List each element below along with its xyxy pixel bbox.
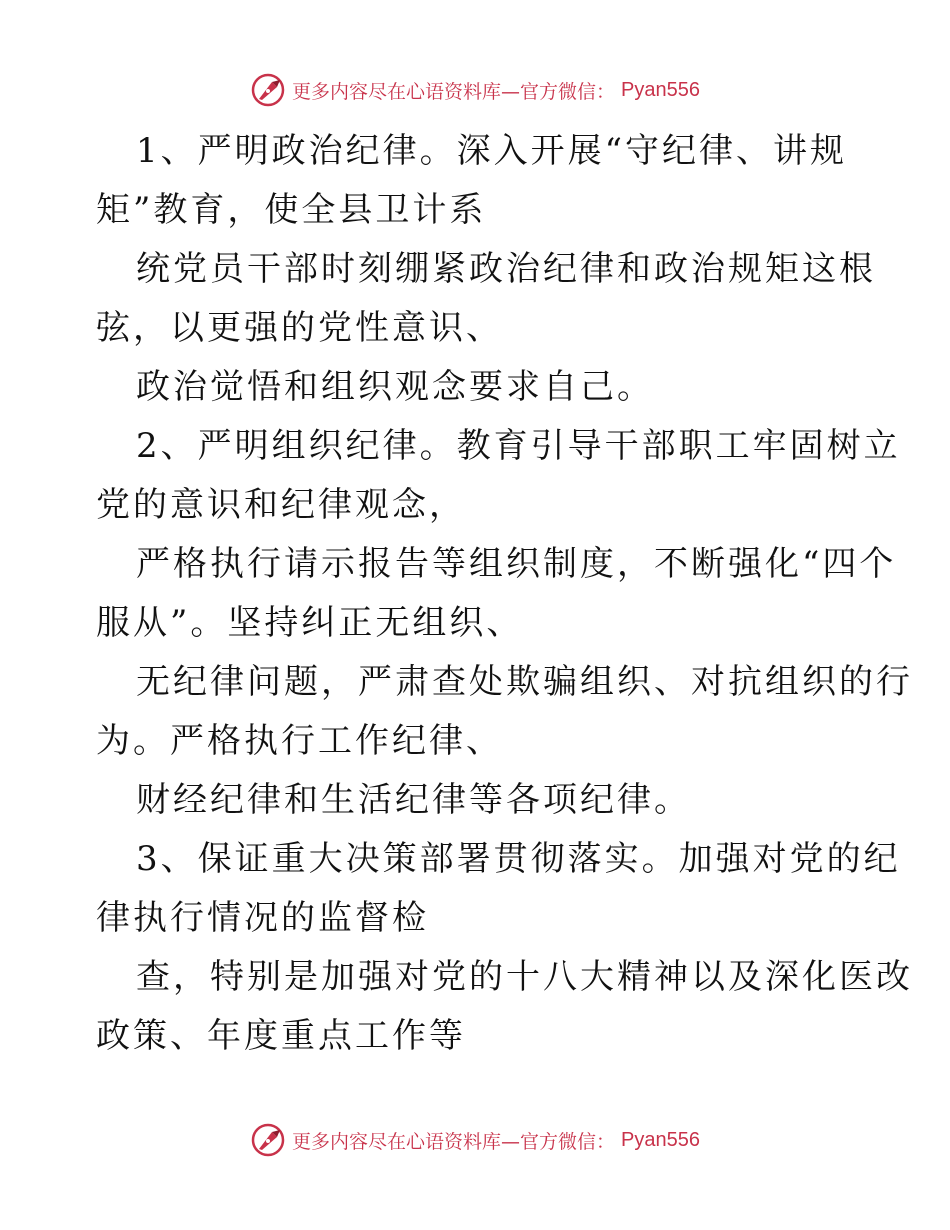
banner-text: 更多内容尽在心语资料库—官方微信：	[292, 80, 616, 103]
pen-nib-logo-icon	[250, 72, 286, 108]
text-line: 矩”教育，使全县卫计系	[96, 190, 487, 230]
wechat-id: Pyan556	[621, 78, 700, 101]
text-line: 律执行情况的监督检	[96, 898, 429, 938]
text-line: 3、保证重大决策部署贯彻落实。加强对党的纪	[136, 839, 901, 879]
pen-nib-logo-icon	[250, 1122, 286, 1158]
text-line: 为。严格执行工作纪律、	[96, 721, 503, 761]
document-body	[96, 122, 913, 1066]
text-line: 无纪律问题，严肃查处欺骗组织、对抗组织的行	[136, 662, 913, 702]
header-banner	[0, 70, 950, 110]
text-line: 1、严明政治纪律。深入开展“守纪律、讲规	[136, 131, 848, 171]
text-line: 严格执行请示报告等组织制度，不断强化“四个	[136, 544, 897, 584]
text-line: 服从”。坚持纠正无组织、	[96, 603, 524, 643]
text-line: 弦，以更强的党性意识、	[96, 308, 503, 348]
text-line: 查，特别是加强对党的十八大精神以及深化医改	[136, 957, 913, 997]
banner-text: 更多内容尽在心语资料库—官方微信：	[292, 1130, 616, 1153]
text-line: 政治觉悟和组织观念要求自己。	[136, 367, 654, 407]
text-line: 政策、年度重点工作等	[96, 1016, 466, 1056]
wechat-id: Pyan556	[621, 1128, 700, 1151]
text-line: 2、严明组织纪律。教育引导干部职工牢固树立	[136, 426, 901, 466]
text-line: 党的意识和纪律观念，	[96, 485, 466, 525]
footer-banner	[0, 1120, 950, 1160]
text-line: 统党员干部时刻绷紧政治纪律和政治规矩这根	[136, 249, 876, 289]
text-line: 财经纪律和生活纪律等各项纪律。	[136, 780, 691, 820]
